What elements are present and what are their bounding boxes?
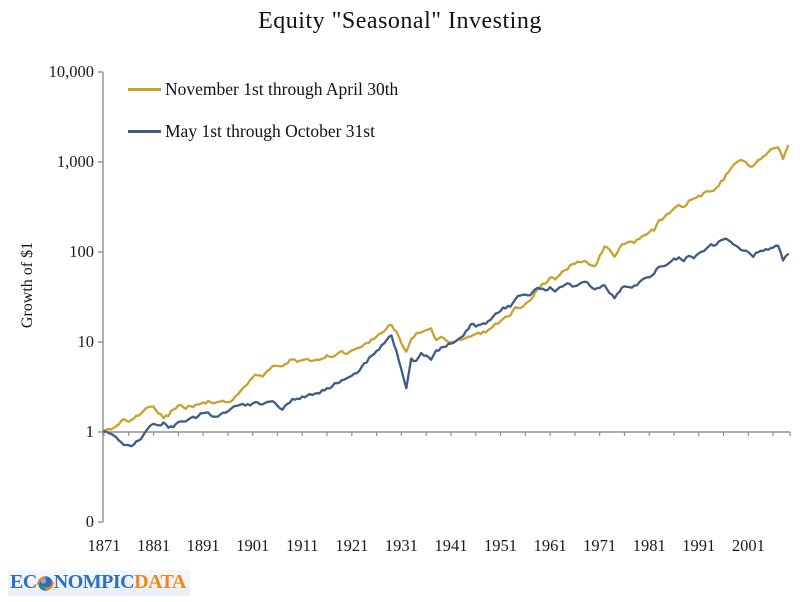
legend-label-nov-apr: November 1st through April 30th — [165, 78, 399, 99]
y-tick-label: 10,000 — [48, 62, 94, 81]
y-tick-label: 100 — [69, 242, 94, 261]
logo-text-nompic: NOMPIC — [53, 571, 135, 593]
legend-swatch-nov-apr — [128, 88, 161, 91]
legend-item-nov-apr — [128, 78, 398, 100]
legend-item-may-oct — [128, 120, 398, 142]
legend — [128, 78, 398, 162]
chart-title: Equity "Seasonal" Investing — [258, 8, 542, 34]
x-tick-label: 1981 — [632, 536, 666, 555]
y-tick-label: 10 — [77, 332, 94, 351]
x-tick-label: 1921 — [335, 536, 369, 555]
x-tick-label: 1961 — [533, 536, 567, 555]
x-tick-label: 1881 — [137, 536, 171, 555]
y-tick-label: 1,000 — [56, 152, 94, 171]
x-tick-label: 1971 — [583, 536, 617, 555]
series-line-may-oct — [104, 239, 788, 447]
globe-icon — [37, 575, 54, 592]
series-line-nov-apr — [104, 146, 788, 431]
x-tick-label: 1871 — [87, 536, 121, 555]
legend-swatch-may-oct — [128, 130, 161, 133]
x-tick-label: 1931 — [384, 536, 418, 555]
x-tick-label: 1951 — [484, 536, 518, 555]
y-tick-label: 1 — [85, 422, 94, 441]
x-tick-label: 2001 — [731, 536, 765, 555]
legend-label-may-oct: May 1st through October 31st — [165, 120, 375, 141]
y-axis-title: Growth of $1 — [19, 241, 36, 329]
x-tick-label: 1901 — [236, 536, 270, 555]
y-tick-label: 0 — [85, 512, 94, 531]
logo-text-data: DATA — [134, 571, 186, 593]
x-tick-label: 1891 — [186, 536, 220, 555]
econompic-data-logo — [8, 570, 190, 596]
logo-text-ec: EC — [10, 571, 37, 593]
x-tick-label: 1941 — [434, 536, 468, 555]
x-tick-label: 1911 — [286, 536, 319, 555]
x-tick-label: 1991 — [682, 536, 716, 555]
